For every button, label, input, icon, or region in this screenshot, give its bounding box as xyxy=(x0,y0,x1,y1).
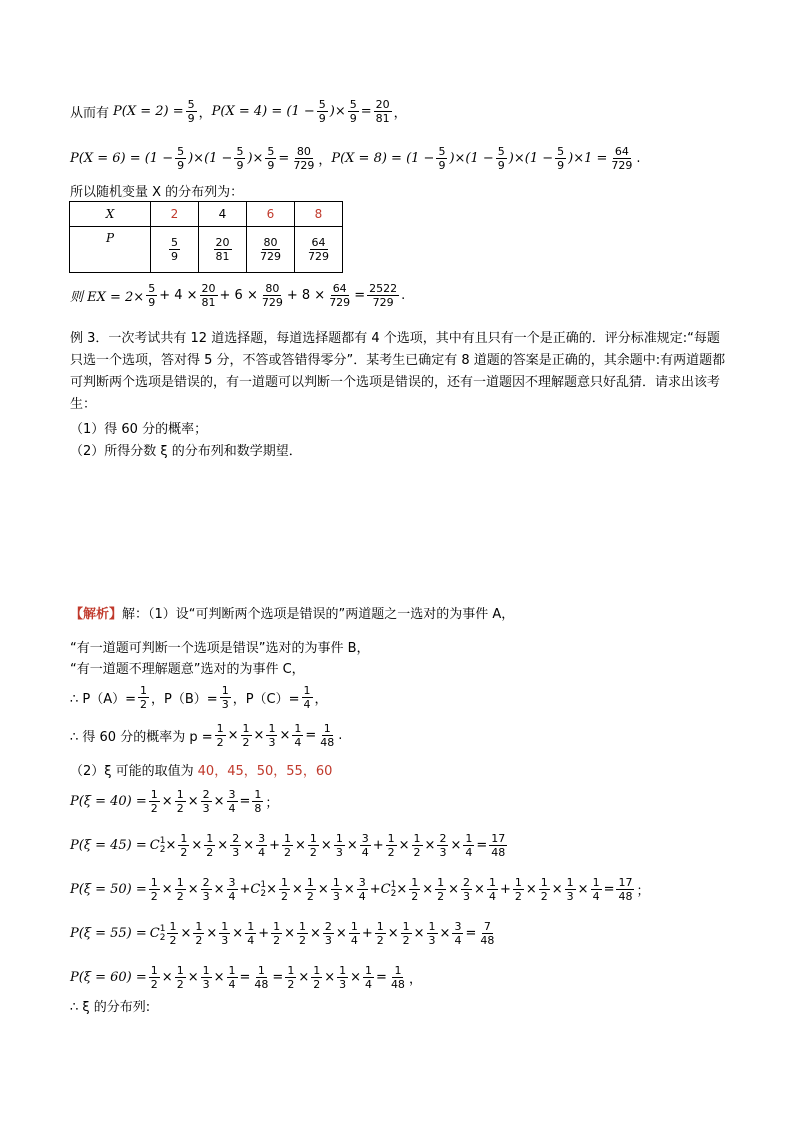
distribution-label xyxy=(70,996,150,1015)
text: ∴ 得 60 分的概率为 p = xyxy=(70,730,213,745)
prob-line-2 xyxy=(70,145,641,172)
text: . xyxy=(636,151,641,166)
solution-line-4 xyxy=(70,684,328,711)
text: 从而有 xyxy=(70,106,110,121)
fraction: $\frac{5}{9}$ xyxy=(318,98,326,125)
text: 解：（1）设“可判断两个选项是错误的”两道题之一选对的为事件 A， xyxy=(122,607,515,622)
text: )× xyxy=(329,104,346,119)
fraction: $\frac{1}{8}$ xyxy=(254,788,262,815)
p45-line: P(ξ = 45) = C 1 2 × $\frac{1}{2}$ × $\frac{1}{2}$ × $\frac{2}{3}$ × $\frac{3}{4}$ + $\frac{1}{2}$ × $\frac{1}{2}$ × $\frac{1}{3}$ × $\frac{3}{4}$ + $\frac{1}{2}$ × $\frac{1}{2}$ × $\frac{2}{3}$ × $\frac{1}{4}$ = $\frac{17}{48}$ xyxy=(70,832,506,859)
table-cell: 8 xyxy=(295,202,343,227)
fraction: $\frac{20}{81}$ xyxy=(201,282,216,309)
fraction: $\frac{5}{9}$ xyxy=(267,145,275,172)
distribution-intro xyxy=(70,181,243,200)
text: + 4 × xyxy=(159,288,198,303)
fraction: $\frac{5}{9}$ xyxy=(177,145,185,172)
text: )×(1 − xyxy=(188,151,233,166)
fraction: $\frac{64}{729}$ xyxy=(611,145,633,172)
fraction: $\frac{1}{48}$ xyxy=(320,722,335,749)
p6-lhs: P(X = 6) = (1 − xyxy=(70,151,174,166)
table-cell: 4 xyxy=(199,202,247,227)
text: )×(1 − xyxy=(508,151,554,166)
fraction: $\frac{5}{9}$ xyxy=(557,145,565,172)
p2-lhs: P(X = 2) = xyxy=(113,104,184,119)
text: ∴ P（A）= xyxy=(70,692,137,707)
text: )×1 = xyxy=(568,151,608,166)
text: “有一道题可判断一个选项是错误”选对的为事件 B， xyxy=(70,641,370,656)
question-1: （1）得 60 分的概率； xyxy=(70,422,208,437)
text: P(ξ = 60) = xyxy=(70,970,147,985)
text: ∴ ξ 的分布列: xyxy=(70,1000,151,1015)
p50-line: P(ξ = 50) = $\frac{1}{2}$ × $\frac{1}{2}$ × $\frac{2}{3}$ × $\frac{3}{4}$ + C 1 2 × $\frac{1}{2}$ × $\frac{1}{2}$ × $\frac{1}{3}$ × $\frac{3}{4}$ + C 1 2 × $\frac{1}{2}$ × $\frac{1}{2}$ × $\frac{2}{3}$ × $\frac{1}{4}$ + $\frac{1}{2}$ × $\frac{1}{2}$ × $\frac{1}{3}$ × $\frac{1}{4}$ = $\frac{17}{48}$ ； xyxy=(70,876,650,903)
text: P(ξ = 50) = xyxy=(70,882,147,897)
fraction: $\frac{5}{9}$ xyxy=(349,98,357,125)
fraction: $\frac{1}{3}$ xyxy=(268,722,276,749)
text: （2）ξ 可能的取值为 xyxy=(70,764,194,779)
fraction: $\frac{1}{2}$ xyxy=(150,788,158,815)
text: )× xyxy=(247,151,264,166)
fraction: $\frac{5}{9}$ xyxy=(148,282,156,309)
text: 所以随机变量 X 的分布列为： xyxy=(70,185,244,200)
solution-line-1 xyxy=(70,603,514,622)
table-row xyxy=(70,202,343,227)
p60-line: P(ξ = 60) = $\frac{1}{2}$ × $\frac{1}{2}$ × $\frac{1}{3}$ × $\frac{1}{4}$ = $\frac{1}{48}$ = $\frac{1}{2}$ × $\frac{1}{2}$ × $\frac{1}{3}$ × $\frac{1}{4}$ = $\frac{1}{48}$ ， xyxy=(70,964,422,991)
fraction: $\frac{5}{9}$ xyxy=(438,145,446,172)
table-cell: $\frac{20}{81}$ xyxy=(199,227,247,273)
p55-line: P(ξ = 55) = C 1 2 $\frac{1}{2}$ × $\frac{1}{2}$ × $\frac{1}{3}$ × $\frac{1}{4}$ + $\frac{1}{2}$ × $\frac{1}{2}$ × $\frac{2}{3}$ × $\frac{1}{4}$ + $\frac{1}{2}$ × $\frac{1}{2}$ × $\frac{1}{3}$ × $\frac{3}{4}$ = $\frac{7}{48}$ xyxy=(70,920,495,947)
p4-lhs: P(X = 4) = (1 − xyxy=(211,104,315,119)
text: = xyxy=(360,104,372,119)
fraction: $\frac{2522}{729}$ xyxy=(369,282,398,309)
fraction: $\frac{64}{729}$ xyxy=(329,282,351,309)
text: “有一道题不理解题意”选对的为事件 C， xyxy=(70,662,305,677)
text: ，P（B）= xyxy=(151,692,218,707)
text: + 8 × xyxy=(286,288,326,303)
fraction: $\frac{3}{4}$ xyxy=(228,788,236,815)
table-cell: X xyxy=(70,202,151,227)
solution-line-3 xyxy=(70,658,305,677)
text: P(ξ = 40) = xyxy=(70,794,147,809)
combination-c: C xyxy=(149,838,160,853)
table-cell: $\frac{5}{9}$ xyxy=(151,227,199,273)
text: + 6 × xyxy=(219,288,258,303)
fraction: $\frac{80}{729}$ xyxy=(293,145,315,172)
text: ， xyxy=(314,692,328,707)
text: . xyxy=(338,728,343,743)
solution-line-6 xyxy=(70,760,332,779)
fraction: $\frac{5}{9}$ xyxy=(497,145,505,172)
fraction: $\frac{5}{9}$ xyxy=(187,98,195,125)
fraction: $\frac{1}{2}$ xyxy=(242,722,250,749)
solution-line-2 xyxy=(70,637,370,656)
table-cell: 2 xyxy=(151,202,199,227)
fraction: $\frac{1}{4}$ xyxy=(303,684,311,711)
text: . xyxy=(401,288,406,303)
question-2: （2）所得分数 ξ 的分布列和数学期望． xyxy=(70,444,302,459)
text: = xyxy=(305,728,317,743)
example-3-text: 例 3．一次考试共有 12 道选择题，每道选择题都有 4 个选项，其中有且只有一个是正确的．评分标准规定:“每题只选一个选项，答对得 5 分，不答或答错得零分”．某考生已确定有 8 道题的答案是正确的，其余题中:有两道题都可判断两个选项是错误的，有一道题可以判断一个选项是错误的，还有一道题因不理解题意只好乱猜．请求出该考生： xyxy=(70,331,726,412)
fraction: $\frac{20}{81}$ xyxy=(375,98,390,125)
distribution-table xyxy=(69,201,343,273)
solution-line-5: ∴ 得 60 分的概率为 p = $\frac{1}{2}$ × $\frac{1}{2}$ × $\frac{1}{3}$ × $\frac{1}{4}$ = $\frac{1}{48}$ . xyxy=(70,722,343,749)
text: 则 EX = 2× xyxy=(70,290,145,305)
fraction: $\frac{1}{2}$ xyxy=(176,788,184,815)
p40-line: P(ξ = 40) = $\frac{1}{2}$ × $\frac{1}{2}$ × $\frac{2}{3}$ × $\frac{3}{4}$ = $\frac{1}{8}$ ； xyxy=(70,788,279,815)
text: ； xyxy=(265,796,279,811)
expectation-line xyxy=(70,282,405,309)
fraction: $\frac{1}{2}$ xyxy=(140,684,148,711)
table-cell: $\frac{64}{729}$ xyxy=(295,227,343,273)
text: = xyxy=(278,151,290,166)
prob-line-1 xyxy=(70,98,407,125)
p8-lhs: P(X = 8) = (1 − xyxy=(331,151,435,166)
text: = xyxy=(239,794,251,809)
fraction: $\frac{2}{3}$ xyxy=(202,788,210,815)
text: P(ξ = 45) = xyxy=(70,838,147,853)
text: ，P（C）= xyxy=(232,692,300,707)
table-cell: $\frac{80}{729}$ xyxy=(247,227,295,273)
values-list: 40，45，50，55，60 xyxy=(197,764,333,779)
table-cell: 6 xyxy=(247,202,295,227)
table-row xyxy=(70,227,343,273)
fraction: $\frac{1}{3}$ xyxy=(221,684,229,711)
text: ， xyxy=(318,153,332,168)
table-cell: P xyxy=(70,227,151,273)
fraction: $\frac{5}{9}$ xyxy=(236,145,244,172)
text: = xyxy=(354,288,366,303)
fraction: $\frac{1}{4}$ xyxy=(294,722,302,749)
analysis-tag: 【解析】 xyxy=(70,607,123,622)
text: ， xyxy=(393,106,407,121)
fraction: $\frac{80}{729}$ xyxy=(261,282,283,309)
text: P(ξ = 55) = xyxy=(70,926,147,941)
text: ， xyxy=(198,106,212,121)
fraction: $\frac{1}{2}$ xyxy=(216,722,224,749)
text: )×(1 − xyxy=(449,151,494,166)
